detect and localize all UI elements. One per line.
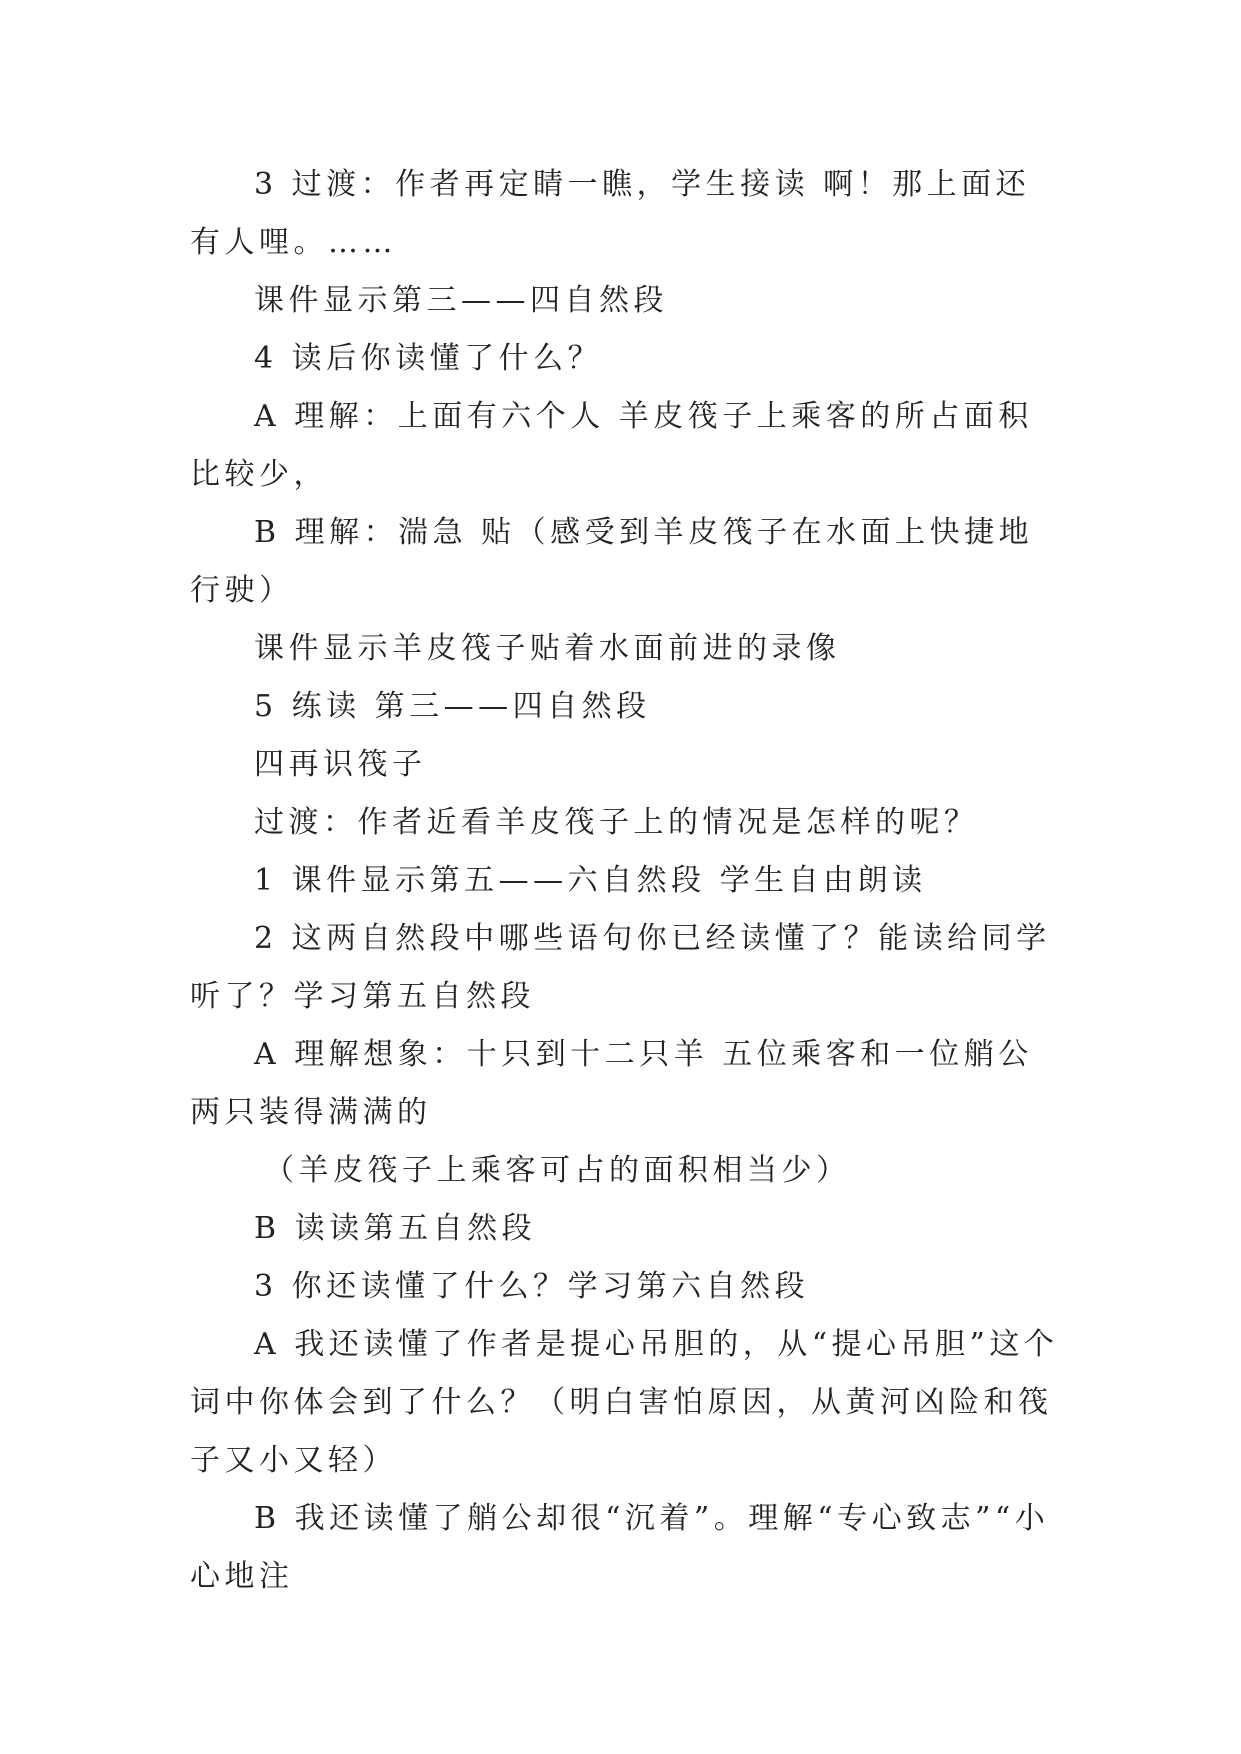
paragraph: （羊皮筏子上乘客可占的面积相当少）	[264, 1153, 851, 1188]
paragraph: 4 读后你读懂了什么？	[254, 341, 603, 376]
paragraph: 1 课件显示第五——六自然段 学生自由朗读	[254, 863, 927, 898]
paragraph: 课件显示羊皮筏子贴着水面前进的录像	[254, 631, 841, 666]
paragraph: 课件显示第三——四自然段	[254, 283, 668, 318]
section-heading: 四再识筏子	[254, 747, 427, 782]
paragraph: 3 你还读懂了什么？学习第六自然段	[254, 1269, 810, 1304]
paragraph: A 理解：上面有六个人 羊皮筏子上乘客的所占面积比较少，	[190, 399, 1033, 492]
paragraph: 2 这两自然段中哪些语句你已经读懂了？能读给同学听了？学习第五自然段	[190, 921, 1051, 1014]
paragraph: 3 过渡：作者再定睛一瞧，学生接读 啊！那上面还有人哩。……	[190, 167, 1031, 260]
paragraph: B 读读第五自然段	[254, 1211, 537, 1246]
document-body	[190, 156, 1060, 1606]
paragraph: A 我还读懂了作者是提心吊胆的，从“提心吊胆”这个词中你体会到了什么？（明白害怕原因，从黄河凶险和筏子又小又轻）	[190, 1327, 1059, 1478]
paragraph: A 理解想象：十只到十二只羊 五位乘客和一位艄公 两只装得满满的	[190, 1037, 1033, 1130]
paragraph: 过渡：作者近看羊皮筏子上的情况是怎样的呢？	[254, 805, 979, 840]
paragraph: B 理解：湍急 贴（感受到羊皮筏子在水面上快捷地行驶）	[190, 515, 1034, 608]
paragraph: 5 练读 第三——四自然段	[254, 689, 651, 724]
paragraph: B 我还读懂了艄公却很“沉着”。理解“专心致志”“小心地注	[190, 1501, 1050, 1594]
